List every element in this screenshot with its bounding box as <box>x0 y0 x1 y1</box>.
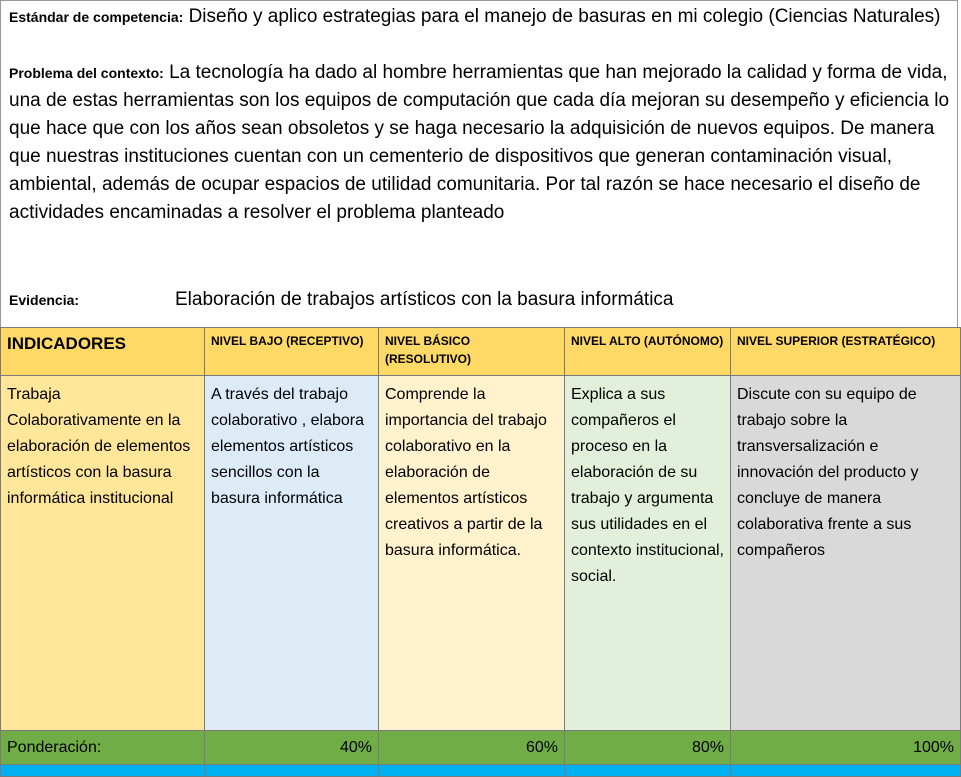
header-indicators: INDICADORES <box>1 328 205 376</box>
bottom-cell <box>205 765 379 777</box>
header-level-basic: NIVEL BÁSICO (RESOLUTIVO) <box>379 328 565 376</box>
weighting-superior: 100% <box>731 731 961 765</box>
problem-label: Problema del contexto: <box>9 65 164 81</box>
header-level-superior: NIVEL SUPERIOR (ESTRATÉGICO) <box>731 328 961 376</box>
evidence-text: Elaboración de trabajos artísticos con la basura informática <box>175 289 674 310</box>
evidence-line <box>9 286 951 314</box>
bottom-row <box>1 765 961 777</box>
cell-level-superior: Discute con su equipo de trabajo sobre la transversalización e innovación del producto y concluye de manera colaborativa frente a sus compañeros <box>731 376 961 731</box>
problem-line <box>9 59 951 227</box>
bottom-cell <box>565 765 731 777</box>
table-row <box>1 376 961 731</box>
evidence-label: Evidencia: <box>9 292 80 308</box>
weighting-label: Ponderación: <box>1 731 205 765</box>
rubric-header <box>0 0 958 327</box>
standard-text: Diseño y aplico estrategias para el manejo de basuras en mi colegio (Ciencias Naturales) <box>188 6 941 27</box>
weighting-row <box>1 731 961 765</box>
weighting-high: 80% <box>565 731 731 765</box>
bottom-cell <box>731 765 961 777</box>
standard-line <box>9 3 951 31</box>
cell-level-basic: Comprende la importancia del trabajo colaborativo en la elaboración de elementos artísticos creativos a partir de la basura informática. <box>379 376 565 731</box>
cell-indicator: Trabaja Colaborativamente en la elaboración de elementos artísticos con la basura informática institucional <box>1 376 205 731</box>
bottom-cell <box>379 765 565 777</box>
weighting-low: 40% <box>205 731 379 765</box>
rubric-table <box>0 327 961 777</box>
header-level-high: NIVEL ALTO (AUTÓNOMO) <box>565 328 731 376</box>
standard-label: Estándar de competencia: <box>9 9 184 25</box>
bottom-cell <box>1 765 205 777</box>
header-level-low: NIVEL BAJO (RECEPTIVO) <box>205 328 379 376</box>
cell-level-low: A través del trabajo colaborativo , elabora elementos artísticos sencillos con la basura informática <box>205 376 379 731</box>
problem-text: La tecnología ha dado al hombre herramientas que han mejorado la calidad y forma de vida, una de estas herramientas son los equipos de computación que cada día mejoran su desempeño y eficiencia lo que hace que con los años sean obsoletos y se haga necesario la adquisición de nuevos equipos. De manera que nuestras instituciones cuentan con un cementerio de dispositivos que generan contaminación visual, ambiental, además de ocupar espacios de utilidad comunitaria. Por tal razón se hace necesario el diseño de actividades encaminadas a resolver el problema planteado <box>9 62 950 223</box>
table-header-row <box>1 328 961 376</box>
weighting-basic: 60% <box>379 731 565 765</box>
cell-level-high: Explica a sus compañeros el proceso en la elaboración de su trabajo y argumenta sus utilidades en el contexto institucional, social. <box>565 376 731 731</box>
